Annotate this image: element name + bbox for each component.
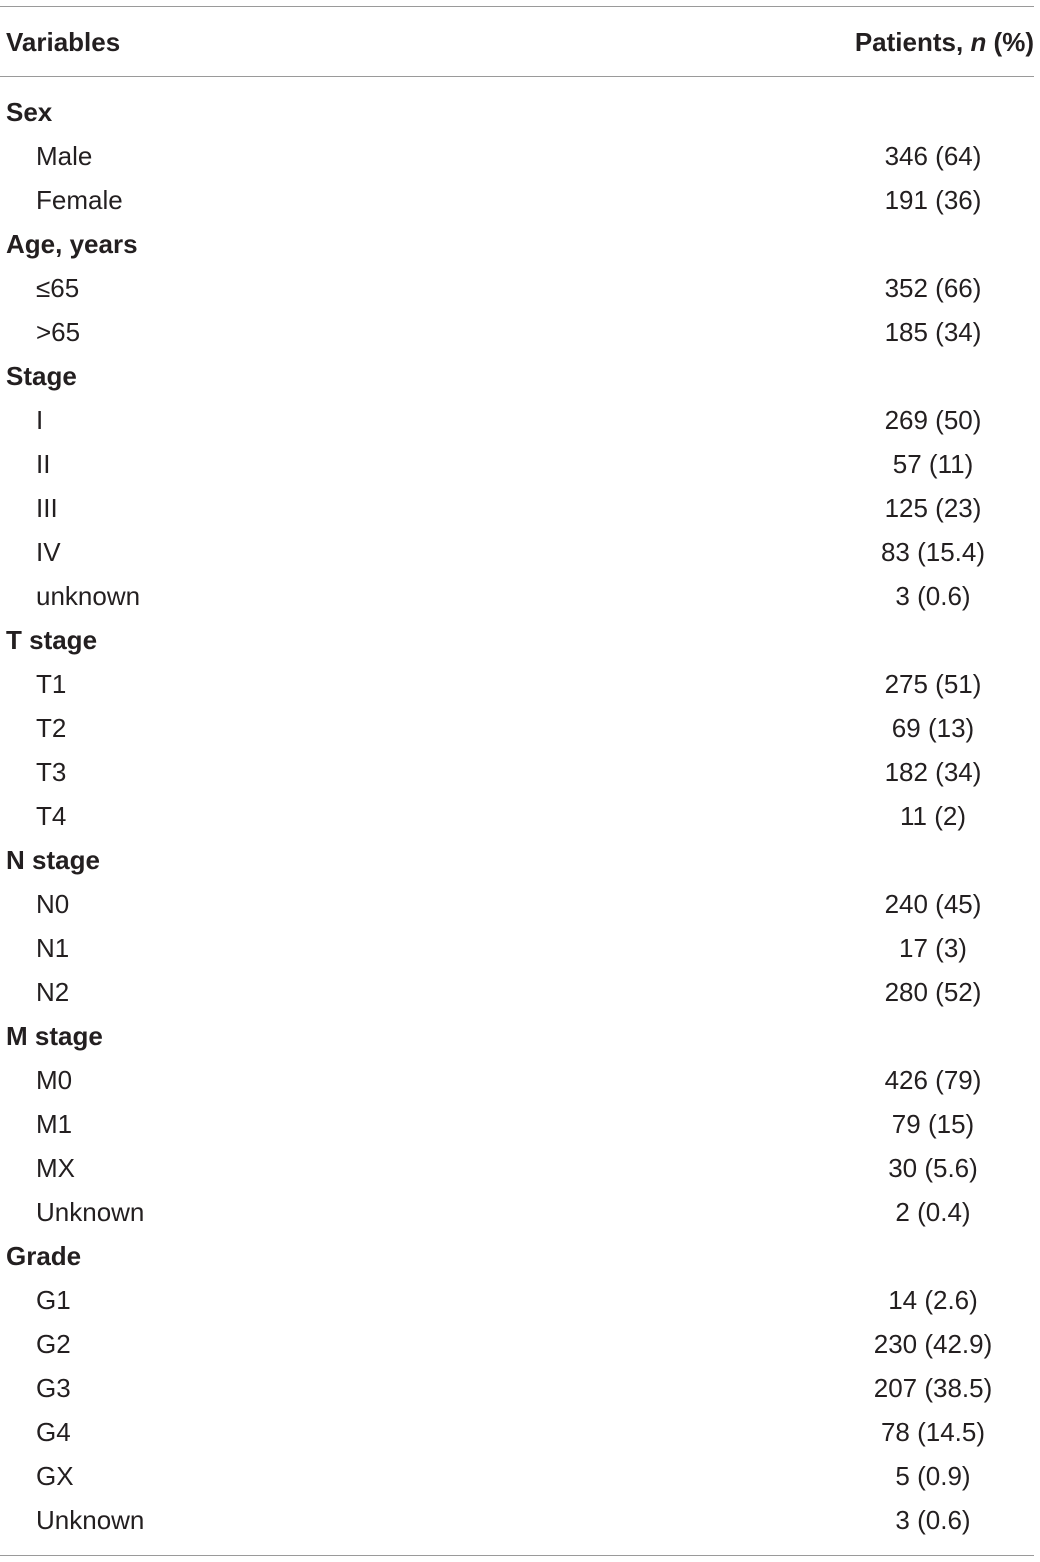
row-label: G1: [36, 1285, 71, 1315]
row-value: 14 (2.6): [888, 1285, 978, 1315]
row-value: 17 (3): [899, 933, 967, 963]
header-patients-prefix: Patients,: [854, 27, 971, 57]
table-header-row: [0, 24, 1040, 60]
table-row: [0, 442, 1040, 486]
table-row: [0, 706, 1040, 750]
table-row: [0, 926, 1040, 970]
row-label: N0: [36, 889, 70, 919]
row-value: 3 (0.6): [895, 581, 971, 611]
row-value: 275 (51): [884, 669, 982, 699]
table-row: [0, 1498, 1040, 1542]
row-label: IV: [36, 537, 61, 567]
row-label: unknown: [36, 581, 141, 611]
row-label: Unknown: [36, 1197, 145, 1227]
section-title: N stage: [6, 845, 100, 875]
table-row: [0, 1454, 1040, 1498]
row-value: 3 (0.6): [895, 1505, 971, 1535]
row-label: MX: [36, 1153, 75, 1183]
header-patients-suffix: (%): [986, 27, 1034, 57]
table-body: [0, 90, 1040, 1542]
table-bottom-rule: [0, 1555, 1034, 1556]
row-value: 69 (13): [891, 713, 975, 743]
section-title: T stage: [6, 625, 98, 655]
section-header-row: [0, 838, 1040, 882]
row-value: 269 (50): [884, 405, 982, 435]
row-value: 240 (45): [884, 889, 982, 919]
row-label: ≤65: [36, 273, 80, 303]
section-header-row: [0, 222, 1040, 266]
row-label: G3: [36, 1373, 71, 1403]
row-value: 352 (66): [884, 273, 982, 303]
table-row: [0, 662, 1040, 706]
table-row: [0, 1410, 1040, 1454]
section-header-row: [0, 90, 1040, 134]
table-row: [0, 970, 1040, 1014]
row-label: III: [36, 493, 58, 523]
row-label: GX: [36, 1461, 74, 1491]
row-value: 2 (0.4): [895, 1197, 971, 1227]
row-value: 191 (36): [884, 185, 982, 215]
table-row: [0, 486, 1040, 530]
table-row: [0, 882, 1040, 926]
section-title: M stage: [6, 1021, 103, 1051]
row-value: 125 (23): [884, 493, 982, 523]
table-top-rule: [0, 6, 1034, 7]
row-label: T3: [36, 757, 67, 787]
table-row: [0, 178, 1040, 222]
row-value: 230 (42.9): [873, 1329, 993, 1359]
row-label: Female: [36, 185, 123, 215]
section-title: Sex: [6, 97, 53, 127]
row-label: T1: [36, 669, 67, 699]
row-value: 207 (38.5): [873, 1373, 993, 1403]
section-title: Grade: [6, 1241, 82, 1271]
row-value: 5 (0.9): [895, 1461, 971, 1491]
section-title: Age, years: [6, 229, 138, 259]
table-row: [0, 530, 1040, 574]
table-row: [0, 1322, 1040, 1366]
header-variables: Variables: [6, 27, 121, 57]
row-value: 185 (34): [884, 317, 982, 347]
section-header-row: [0, 354, 1040, 398]
table-row: [0, 310, 1040, 354]
section-header-row: [0, 1014, 1040, 1058]
table-row: [0, 1058, 1040, 1102]
table-row: [0, 398, 1040, 442]
row-label: M1: [36, 1109, 73, 1139]
table-row: [0, 1190, 1040, 1234]
table-row: [0, 1102, 1040, 1146]
row-label: >65: [36, 317, 81, 347]
row-label: T4: [36, 801, 67, 831]
row-value: 30 (5.6): [888, 1153, 978, 1183]
table-row: [0, 750, 1040, 794]
table-row: [0, 266, 1040, 310]
row-label: N2: [36, 977, 70, 1007]
table-row: [0, 1146, 1040, 1190]
row-label: N1: [36, 933, 70, 963]
row-label: II: [36, 449, 51, 479]
row-value: 11 (2): [900, 801, 966, 831]
row-label: I: [36, 405, 44, 435]
table-row: [0, 1366, 1040, 1410]
row-value: 83 (15.4): [880, 537, 986, 567]
row-label: Unknown: [36, 1505, 145, 1535]
row-value: 280 (52): [884, 977, 982, 1007]
row-label: M0: [36, 1065, 73, 1095]
table-row: [0, 794, 1040, 838]
section-title: Stage: [6, 361, 77, 391]
table-row: [0, 134, 1040, 178]
section-header-row: [0, 1234, 1040, 1278]
header-patients: [855, 24, 1034, 60]
header-patients-n: n: [970, 27, 987, 57]
row-value: 57 (11): [892, 449, 974, 479]
table-header-rule: [0, 76, 1034, 77]
row-value: 79 (15): [891, 1109, 975, 1139]
section-header-row: [0, 618, 1040, 662]
row-value: 182 (34): [884, 757, 982, 787]
row-label: Male: [36, 141, 93, 171]
row-value: 426 (79): [884, 1065, 982, 1095]
row-label: G2: [36, 1329, 71, 1359]
row-label: G4: [36, 1417, 71, 1447]
table-row: [0, 574, 1040, 618]
row-value: 78 (14.5): [880, 1417, 986, 1447]
table-row: [0, 1278, 1040, 1322]
row-label: T2: [36, 713, 67, 743]
row-value: 346 (64): [884, 141, 982, 171]
